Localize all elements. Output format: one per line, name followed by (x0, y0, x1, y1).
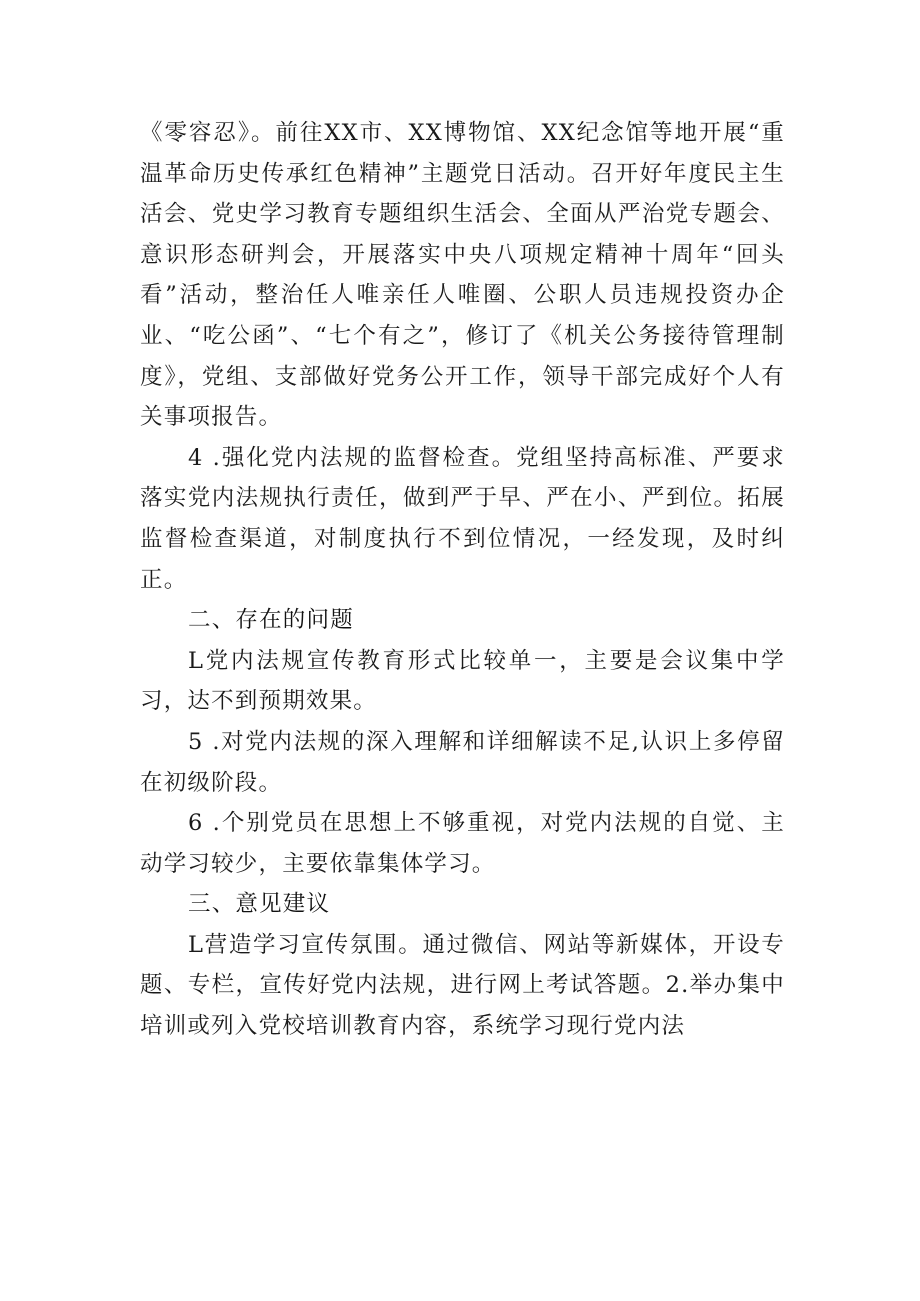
paragraph-supervision-inspection: 4 .强化党内法规的监督检查。党组坚持高标准、严要求落实党内法规执行责任，做到严于早、严在小、严到位。拓展监督检查渠道，对制度执行不到位情况，一经发现，及时纠正。 (140, 444, 785, 593)
section-heading-existing-problems: 二、存在的问题 (188, 607, 354, 634)
document-body (140, 113, 785, 1047)
section-heading-suggestions: 三、意见建议 (188, 891, 331, 918)
paragraph-problem-1: L党内法规宣传教育形式比较单一，主要是会议集中学习，达不到预期效果。 (140, 647, 785, 715)
paragraph-problem-2: 5 .对党内法规的深入理解和详细解读不足,认识上多停留在初级阶段。 (140, 728, 785, 796)
paragraph-suggestions: L营造学习宣传氛围。通过微信、网站等新媒体，开设专题、专栏，宣传好党内法规，进行网上考试答题。2.举办集中培训或列入党校培训教育内容，系统学习现行党内法 (140, 931, 785, 1040)
paragraph-problem-3: 6 .个别党员在思想上不够重视，对党内法规的自觉、主动学习较少，主要依靠集体学习。 (140, 810, 785, 877)
paragraph-meetings-and-activities: 《零容忍》。前往XX市、XX博物馆、XX纪念馆等地开展“重温革命历史传承红色精神”主题党日活动。召开好年度民主生活会、党史学习教育专题组织生活会、全面从严治党专题会、意识形态研判会，开展落实中央八项规定精神十周年“回头看”活动，整治任人唯亲任人唯圈、公职人员违规投资办企业、“吃公函”、“七个有之”，修订了《机关公务接待管理制度》，党组、支部做好党务公开工作，领导干部完成好个人有关事项报告。 (140, 120, 785, 431)
